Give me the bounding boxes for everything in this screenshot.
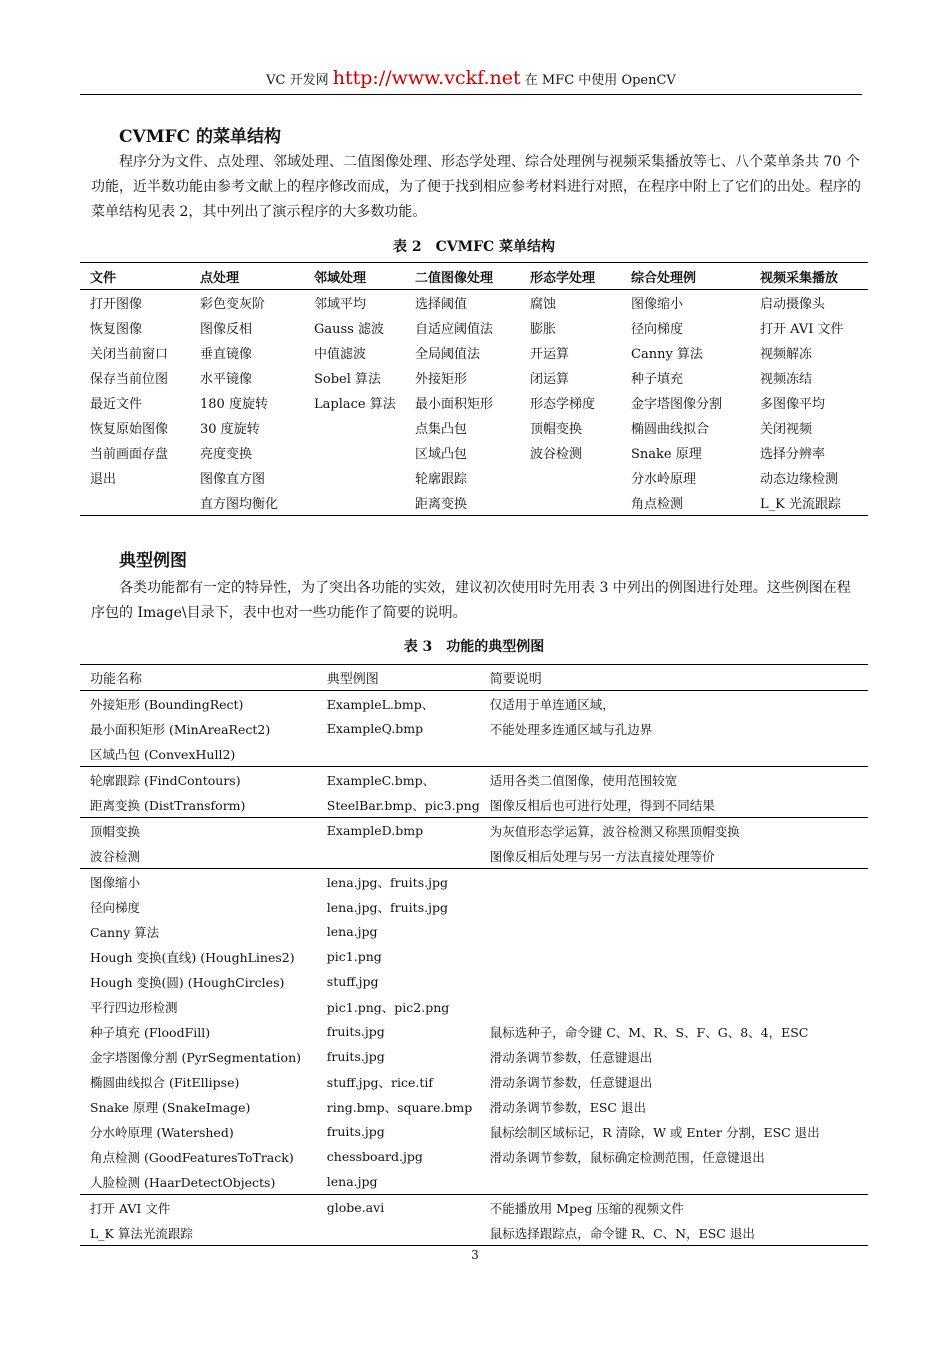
- table-cell: 种子填充 (FloodFill): [90, 1024, 211, 1040]
- table-cell: 动态边缘检测: [760, 472, 839, 487]
- table-cell: 保存当前位图: [90, 372, 169, 387]
- table3-typical-examples: [80, 664, 868, 1246]
- table-cell: 直方图均衡化: [190, 490, 304, 516]
- table-cell: ExampleD.bmp: [317, 818, 480, 844]
- paragraph-menu-structure: 程序分为文件、点处理、邻域处理、二值图像处理、形态学处理、综合处理例与视频采集播放等七、八个菜单条共 70 个功能，近半数功能由参考文献上的程序修改而成，为了便于找到相应参考材料进行对照，在程序中附上了它们的出处。程序的菜单结构见表 2，其中列出了演示程序的大多数功能。: [91, 154, 861, 220]
- table-cell: 关闭视频: [760, 422, 813, 437]
- table-row: [80, 869, 868, 895]
- table-cell: 种子填充: [631, 372, 684, 387]
- table-row: [80, 792, 868, 818]
- table-cell: lena.jpg: [326, 924, 378, 939]
- table-cell: 图像反相后也可进行处理，得到不同结果: [489, 797, 715, 813]
- table-cell: 水平镜像: [200, 372, 253, 387]
- table-cell: 分水岭原理 (Watershed): [90, 1124, 234, 1140]
- table-cell: ExampleL.bmp、: [326, 696, 435, 712]
- table-cell: [80, 490, 190, 516]
- table-cell: 关闭当前窗口: [90, 347, 169, 362]
- header-doc-title: 在 MFC 中使用 OpenCV: [524, 73, 676, 88]
- table-cell: 视频冻结: [760, 372, 813, 387]
- table-cell: 顶帽变换: [530, 422, 583, 437]
- table-cell: stuff.jpg、rice.tif: [326, 1074, 434, 1090]
- table3-caption: 表 3 功能的典型例图: [403, 639, 545, 655]
- table-cell: 波谷检测: [90, 848, 141, 864]
- table2-header-row: [80, 263, 868, 290]
- table-cell: [480, 944, 868, 969]
- table-cell: Sobel 算法: [314, 372, 382, 387]
- table-cell: 打开 AVI 文件: [80, 1195, 317, 1221]
- table-cell: 自适应阈值法: [415, 322, 494, 337]
- table-row: [80, 440, 868, 465]
- table-cell: 鼠标选种子，命令键 C、M、R、S、F、G、8、4，ESC: [489, 1024, 809, 1040]
- table-cell: 人脸检测 (HaarDetectObjects): [90, 1174, 276, 1190]
- table-cell: 腐蚀: [530, 297, 557, 312]
- table-cell: 轮廓跟踪 (FindContours): [80, 767, 317, 793]
- table-cell: 滑动条调节参数，任意键退出: [489, 1049, 653, 1065]
- table3-header-cell: 简要说明: [480, 665, 868, 691]
- table-cell: 启动摄像头: [760, 297, 826, 312]
- table-cell: lena.jpg、fruits.jpg: [317, 869, 480, 895]
- table-cell: 图像缩小: [631, 297, 684, 312]
- table-cell: 金字塔图像分割 (PyrSegmentation): [90, 1049, 302, 1065]
- table2-header-cell: 形态学处理: [520, 263, 621, 290]
- paragraph-examples: 各类功能都有一定的特异性，为了突出各功能的实效，建议初次使用时先用表 3 中列出的例图进行处理。这些例图在程序包的 Image\目录下，表中也对一些功能作了简要的说明。: [91, 580, 851, 621]
- table2-header-cell: 综合处理例: [621, 263, 750, 290]
- table-cell: lena.jpg、fruits.jpg: [326, 899, 448, 915]
- table-cell: [480, 1169, 868, 1195]
- table-cell: [480, 741, 868, 767]
- table-cell: 区域凸包 (ConvexHull2): [90, 746, 236, 762]
- table-cell: 仅适用于单连通区域，: [489, 696, 615, 712]
- table-cell: Canny 算法: [90, 924, 160, 940]
- table-row: [80, 290, 868, 316]
- table-cell: L_K 光流跟踪: [750, 490, 868, 516]
- table-cell: [480, 894, 868, 919]
- table-row: [80, 315, 868, 340]
- page-header: [80, 62, 862, 95]
- table-cell: pic1.png、pic2.png: [326, 999, 450, 1015]
- table-cell: SteelBar.bmp、pic3.png: [326, 797, 480, 813]
- table2-menu-structure: [80, 262, 868, 516]
- table-cell: 当前画面存盘: [90, 447, 169, 462]
- table-cell: 鼠标选择跟踪点，命令键 R、C、N，ESC 退出: [480, 1220, 868, 1246]
- table-cell: lena.jpg: [326, 1174, 378, 1189]
- table-row: [80, 894, 868, 919]
- table-cell: 点集凸包: [415, 422, 468, 437]
- table2-header-cell: 文件: [80, 263, 190, 290]
- table-cell: fruits.jpg: [326, 1024, 385, 1039]
- table-row: [80, 490, 868, 516]
- table-cell: 径向梯度: [631, 322, 684, 337]
- table-row: [80, 1144, 868, 1169]
- table-cell: 角点检测 (GoodFeaturesToTrack): [90, 1149, 294, 1165]
- table-cell: Canny 算法: [631, 347, 703, 362]
- table-cell: Hough 变换(圆) (HoughCircles): [90, 974, 285, 990]
- table-cell: 形态学梯度: [530, 397, 596, 412]
- table-row: [80, 1044, 868, 1069]
- table-cell: 图像直方图: [200, 472, 266, 487]
- table-cell: Hough 变换(直线) (HoughLines2): [90, 949, 295, 965]
- table-row: [80, 465, 868, 490]
- table-row: [80, 1019, 868, 1044]
- table-cell: 亮度变换: [200, 447, 253, 462]
- table-cell: chessboard.jpg: [326, 1149, 423, 1164]
- table-cell: 膨胀: [530, 322, 557, 337]
- table-cell: 多图像平均: [760, 397, 826, 412]
- table-cell: 适用各类二值图像，使用范围较宽: [480, 767, 868, 793]
- table-cell: 开运算: [530, 347, 570, 362]
- table-cell: 轮廓跟踪: [415, 472, 468, 487]
- table-cell: L_K 算法光流跟踪: [80, 1220, 317, 1246]
- table-cell: 椭圆曲线拟合: [631, 422, 710, 437]
- table-cell: 恢复图像: [90, 322, 143, 337]
- table-cell: 顶帽变换: [80, 818, 317, 844]
- table-row: [80, 969, 868, 994]
- table-cell: [520, 465, 621, 490]
- table-cell: Snake 原理 (SnakeImage): [90, 1099, 251, 1115]
- table-cell: [304, 415, 405, 440]
- table-cell: pic1.png: [326, 949, 382, 964]
- table3-header-cell: 功能名称: [80, 665, 317, 691]
- table-row: [80, 741, 868, 767]
- table-cell: fruits.jpg: [326, 1124, 385, 1139]
- table2-header-cell: 点处理: [190, 263, 304, 290]
- table-cell: 波谷检测: [530, 447, 583, 462]
- table-row: [80, 1069, 868, 1094]
- table-row: [80, 365, 868, 390]
- table-cell: 最小面积矩形 (MinAreaRect2): [90, 721, 271, 737]
- table-cell: 角点检测: [621, 490, 750, 516]
- section-title-menu-structure: CVMFC 的菜单结构: [119, 127, 282, 147]
- table-cell: Gauss 滤波: [314, 322, 384, 337]
- table-cell: 滑动条调节参数，ESC 退出: [489, 1099, 646, 1115]
- table-cell: 全局阈值法: [415, 347, 481, 362]
- table-cell: 滑动条调节参数，鼠标确定检测范围，任意键退出: [489, 1149, 765, 1165]
- table-cell: 图像反相后处理与另一方法直接处理等价: [489, 848, 715, 864]
- table-cell: [304, 490, 405, 516]
- section-title-examples: 典型例图: [119, 551, 187, 571]
- table-cell: ring.bmp、square.bmp: [326, 1099, 473, 1115]
- table-cell: 不能播放用 Mpeg 压缩的视频文件: [480, 1195, 868, 1221]
- table-cell: ExampleC.bmp、: [317, 767, 480, 793]
- table-cell: 距离变换: [405, 490, 520, 516]
- table-cell: [317, 1220, 480, 1246]
- table-row: [80, 1195, 868, 1221]
- table-cell: Snake 原理: [631, 447, 702, 462]
- table2-header-cell: 视频采集播放: [750, 263, 868, 290]
- table-cell: [480, 869, 868, 895]
- table-cell: Laplace 算法: [314, 397, 396, 412]
- table-cell: [480, 919, 868, 944]
- header-url-link[interactable]: http://www.vckf.net: [332, 67, 521, 89]
- table-cell: [317, 741, 480, 767]
- table-row: [80, 390, 868, 415]
- table-cell: 视频解冻: [760, 347, 813, 362]
- table-row: [80, 843, 868, 869]
- table-row: [80, 340, 868, 365]
- table-row: [80, 944, 868, 969]
- table-cell: 径向梯度: [90, 899, 141, 915]
- table-cell: [317, 843, 480, 869]
- table-cell: 中值滤波: [314, 347, 367, 362]
- table-cell: [304, 440, 405, 465]
- table-row: [80, 994, 868, 1019]
- table-row: [80, 818, 868, 844]
- table-cell: 为灰值形态学运算，波谷检测又称黑顶帽变换: [480, 818, 868, 844]
- table-cell: 外接矩形 (BoundingRect): [90, 696, 244, 712]
- table-row: [80, 767, 868, 793]
- table3-header-cell: 典型例图: [317, 665, 480, 691]
- table-cell: 分水岭原理: [631, 472, 697, 487]
- table-cell: 打开图像: [90, 297, 143, 312]
- table-cell: 打开 AVI 文件: [760, 322, 844, 337]
- table-cell: 椭圆曲线拟合 (FitEllipse): [90, 1074, 240, 1090]
- table-cell: 区域凸包: [415, 447, 468, 462]
- table-cell: 选择阈值: [415, 297, 468, 312]
- table-row: [80, 919, 868, 944]
- table-row: [80, 1119, 868, 1144]
- table-cell: 180 度旋转: [200, 397, 268, 412]
- table-cell: 平行四边形检测: [90, 999, 178, 1015]
- table2-caption: 表 2 CVMFC 菜单结构: [392, 239, 556, 255]
- table-cell: 滑动条调节参数，任意键退出: [489, 1074, 653, 1090]
- table-cell: 30 度旋转: [200, 422, 260, 437]
- table-cell: 垂直镜像: [200, 347, 253, 362]
- table-row: [80, 716, 868, 741]
- header-site-name: VC 开发网: [266, 73, 329, 88]
- table-row: [80, 1094, 868, 1119]
- table-row: [80, 1169, 868, 1195]
- table-cell: 图像缩小: [80, 869, 317, 895]
- table-cell: 图像反相: [200, 322, 253, 337]
- table-cell: 最小面积矩形: [415, 397, 494, 412]
- table-cell: 退出: [90, 472, 117, 487]
- table-row: [80, 415, 868, 440]
- table-cell: [480, 994, 868, 1019]
- table-cell: 鼠标绘制区域标记，R 清除，W 或 Enter 分割，ESC 退出: [489, 1124, 820, 1140]
- table-cell: 最近文件: [90, 397, 143, 412]
- page-number: 3: [471, 1248, 479, 1262]
- table3-header-row: [80, 665, 868, 691]
- table-cell: 选择分辨率: [760, 447, 826, 462]
- table2-header-cell: 邻域处理: [304, 263, 405, 290]
- table-cell: 不能处理多连通区域与孔边界: [489, 721, 653, 737]
- table-cell: 闭运算: [530, 372, 570, 387]
- table-cell: 恢复原始图像: [90, 422, 169, 437]
- table-row: [80, 1220, 868, 1246]
- table2-header-cell: 二值图像处理: [405, 263, 520, 290]
- table-cell: 彩色变灰阶: [200, 297, 266, 312]
- table-cell: globe.avi: [317, 1195, 480, 1221]
- table-cell: ExampleQ.bmp: [326, 721, 424, 736]
- table-cell: 距离变换 (DistTransform): [90, 797, 246, 813]
- table-cell: [520, 490, 621, 516]
- table-cell: 金字塔图像分割: [631, 397, 723, 412]
- table-cell: 邻域平均: [314, 297, 367, 312]
- table-cell: stuff.jpg: [326, 974, 379, 989]
- table-cell: fruits.jpg: [326, 1049, 385, 1064]
- table-cell: [304, 465, 405, 490]
- table-cell: [480, 969, 868, 994]
- table-row: [80, 691, 868, 717]
- table-cell: 外接矩形: [415, 372, 468, 387]
